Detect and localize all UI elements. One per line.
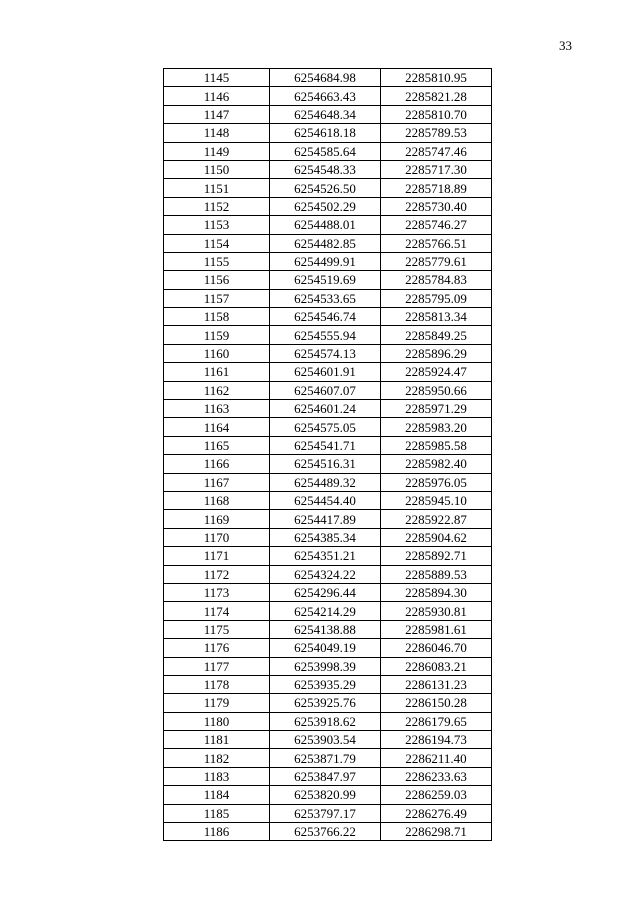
table-row [164,767,492,785]
point-number-cell: 1156 [164,271,270,289]
table-row [164,657,492,675]
table-row [164,87,492,105]
y-coordinate-cell: 2285766.51 [381,234,492,252]
table-row [164,547,492,565]
y-coordinate-cell: 2286233.63 [381,767,492,785]
table-row [164,602,492,620]
x-coordinate-cell: 6253766.22 [270,823,381,841]
table-row [164,565,492,583]
point-number-cell: 1176 [164,639,270,657]
y-coordinate-cell: 2285982.40 [381,455,492,473]
table-row [164,694,492,712]
point-number-cell: 1151 [164,179,270,197]
table-row [164,363,492,381]
table-row [164,823,492,841]
x-coordinate-cell: 6254351.21 [270,547,381,565]
point-number-cell: 1167 [164,473,270,491]
y-coordinate-cell: 2286211.40 [381,749,492,767]
x-coordinate-cell: 6254663.43 [270,87,381,105]
x-coordinate-cell: 6254618.18 [270,124,381,142]
x-coordinate-cell: 6254454.40 [270,491,381,509]
point-number-cell: 1179 [164,694,270,712]
x-coordinate-cell: 6254607.07 [270,381,381,399]
table-row [164,639,492,657]
point-number-cell: 1172 [164,565,270,583]
y-coordinate-cell: 2285930.81 [381,602,492,620]
x-coordinate-cell: 6254519.69 [270,271,381,289]
table-row [164,344,492,362]
coordinates-table [163,68,492,841]
table-row [164,583,492,601]
y-coordinate-cell: 2285795.09 [381,289,492,307]
x-coordinate-cell: 6254516.31 [270,455,381,473]
table-row [164,400,492,418]
x-coordinate-cell: 6254546.74 [270,308,381,326]
table-row [164,197,492,215]
point-number-cell: 1169 [164,510,270,528]
y-coordinate-cell: 2285922.87 [381,510,492,528]
y-coordinate-cell: 2285730.40 [381,197,492,215]
point-number-cell: 1168 [164,491,270,509]
point-number-cell: 1160 [164,344,270,362]
y-coordinate-cell: 2285904.62 [381,528,492,546]
table-row [164,142,492,160]
y-coordinate-cell: 2285779.61 [381,252,492,270]
y-coordinate-cell: 2285784.83 [381,271,492,289]
y-coordinate-cell: 2286131.23 [381,675,492,693]
point-number-cell: 1164 [164,418,270,436]
x-coordinate-cell: 6253847.97 [270,767,381,785]
table-row [164,436,492,454]
x-coordinate-cell: 6254324.22 [270,565,381,583]
table-row [164,271,492,289]
y-coordinate-cell: 2285810.95 [381,69,492,87]
y-coordinate-cell: 2285894.30 [381,583,492,601]
point-number-cell: 1165 [164,436,270,454]
x-coordinate-cell: 6254214.29 [270,602,381,620]
point-number-cell: 1186 [164,823,270,841]
y-coordinate-cell: 2285985.58 [381,436,492,454]
point-number-cell: 1166 [164,455,270,473]
x-coordinate-cell: 6253925.76 [270,694,381,712]
table-row [164,749,492,767]
point-number-cell: 1170 [164,528,270,546]
y-coordinate-cell: 2285950.66 [381,381,492,399]
x-coordinate-cell: 6253918.62 [270,712,381,730]
point-number-cell: 1159 [164,326,270,344]
y-coordinate-cell: 2286150.28 [381,694,492,712]
y-coordinate-cell: 2286083.21 [381,657,492,675]
table-row [164,731,492,749]
table-row [164,675,492,693]
table-row [164,69,492,87]
x-coordinate-cell: 6254499.91 [270,252,381,270]
x-coordinate-cell: 6254585.64 [270,142,381,160]
x-coordinate-cell: 6254601.24 [270,400,381,418]
x-coordinate-cell: 6254541.71 [270,436,381,454]
table-row [164,234,492,252]
table-row [164,124,492,142]
y-coordinate-cell: 2285810.70 [381,105,492,123]
y-coordinate-cell: 2285976.05 [381,473,492,491]
point-number-cell: 1153 [164,216,270,234]
point-number-cell: 1158 [164,308,270,326]
point-number-cell: 1162 [164,381,270,399]
y-coordinate-cell: 2285813.34 [381,308,492,326]
table-row [164,804,492,822]
x-coordinate-cell: 6254555.94 [270,326,381,344]
y-coordinate-cell: 2285983.20 [381,418,492,436]
x-coordinate-cell: 6254296.44 [270,583,381,601]
point-number-cell: 1178 [164,675,270,693]
table-row [164,179,492,197]
y-coordinate-cell: 2285717.30 [381,160,492,178]
point-number-cell: 1146 [164,87,270,105]
x-coordinate-cell: 6254489.32 [270,473,381,491]
point-number-cell: 1148 [164,124,270,142]
point-number-cell: 1145 [164,69,270,87]
table-row [164,381,492,399]
table-row [164,712,492,730]
point-number-cell: 1177 [164,657,270,675]
x-coordinate-cell: 6254684.98 [270,69,381,87]
point-number-cell: 1182 [164,749,270,767]
table-row [164,455,492,473]
point-number-cell: 1173 [164,583,270,601]
table-row [164,473,492,491]
table-row [164,418,492,436]
point-number-cell: 1161 [164,363,270,381]
y-coordinate-cell: 2285945.10 [381,491,492,509]
table-row [164,620,492,638]
table-row [164,105,492,123]
point-number-cell: 1183 [164,767,270,785]
x-coordinate-cell: 6254049.19 [270,639,381,657]
x-coordinate-cell: 6253903.54 [270,731,381,749]
point-number-cell: 1154 [164,234,270,252]
y-coordinate-cell: 2285892.71 [381,547,492,565]
x-coordinate-cell: 6254385.34 [270,528,381,546]
x-coordinate-cell: 6253935.29 [270,675,381,693]
x-coordinate-cell: 6254601.91 [270,363,381,381]
y-coordinate-cell: 2286194.73 [381,731,492,749]
y-coordinate-cell: 2285849.25 [381,326,492,344]
x-coordinate-cell: 6254574.13 [270,344,381,362]
y-coordinate-cell: 2286276.49 [381,804,492,822]
y-coordinate-cell: 2286046.70 [381,639,492,657]
y-coordinate-cell: 2286259.03 [381,786,492,804]
point-number-cell: 1180 [164,712,270,730]
x-coordinate-cell: 6254482.85 [270,234,381,252]
point-number-cell: 1150 [164,160,270,178]
page-number: 33 [559,38,572,53]
point-number-cell: 1157 [164,289,270,307]
table-row [164,786,492,804]
y-coordinate-cell: 2286298.71 [381,823,492,841]
y-coordinate-cell: 2285971.29 [381,400,492,418]
x-coordinate-cell: 6254648.34 [270,105,381,123]
y-coordinate-cell: 2285889.53 [381,565,492,583]
point-number-cell: 1184 [164,786,270,804]
table-row [164,252,492,270]
y-coordinate-cell: 2285896.29 [381,344,492,362]
point-number-cell: 1152 [164,197,270,215]
x-coordinate-cell: 6253871.79 [270,749,381,767]
point-number-cell: 1185 [164,804,270,822]
table-row [164,216,492,234]
coordinates-table-body [164,69,492,841]
point-number-cell: 1147 [164,105,270,123]
point-number-cell: 1163 [164,400,270,418]
y-coordinate-cell: 2285924.47 [381,363,492,381]
table-row [164,491,492,509]
x-coordinate-cell: 6254575.05 [270,418,381,436]
x-coordinate-cell: 6253797.17 [270,804,381,822]
y-coordinate-cell: 2285981.61 [381,620,492,638]
point-number-cell: 1174 [164,602,270,620]
table-row [164,510,492,528]
table-row [164,160,492,178]
table-row [164,326,492,344]
point-number-cell: 1171 [164,547,270,565]
x-coordinate-cell: 6253820.99 [270,786,381,804]
x-coordinate-cell: 6254502.29 [270,197,381,215]
point-number-cell: 1175 [164,620,270,638]
y-coordinate-cell: 2285746.27 [381,216,492,234]
x-coordinate-cell: 6254533.65 [270,289,381,307]
y-coordinate-cell: 2286179.65 [381,712,492,730]
point-number-cell: 1181 [164,731,270,749]
x-coordinate-cell: 6254138.88 [270,620,381,638]
point-number-cell: 1149 [164,142,270,160]
y-coordinate-cell: 2285747.46 [381,142,492,160]
x-coordinate-cell: 6254548.33 [270,160,381,178]
table-row [164,289,492,307]
y-coordinate-cell: 2285718.89 [381,179,492,197]
x-coordinate-cell: 6254488.01 [270,216,381,234]
point-number-cell: 1155 [164,252,270,270]
y-coordinate-cell: 2285789.53 [381,124,492,142]
table-row [164,528,492,546]
x-coordinate-cell: 6254526.50 [270,179,381,197]
y-coordinate-cell: 2285821.28 [381,87,492,105]
x-coordinate-cell: 6253998.39 [270,657,381,675]
x-coordinate-cell: 6254417.89 [270,510,381,528]
table-row [164,308,492,326]
